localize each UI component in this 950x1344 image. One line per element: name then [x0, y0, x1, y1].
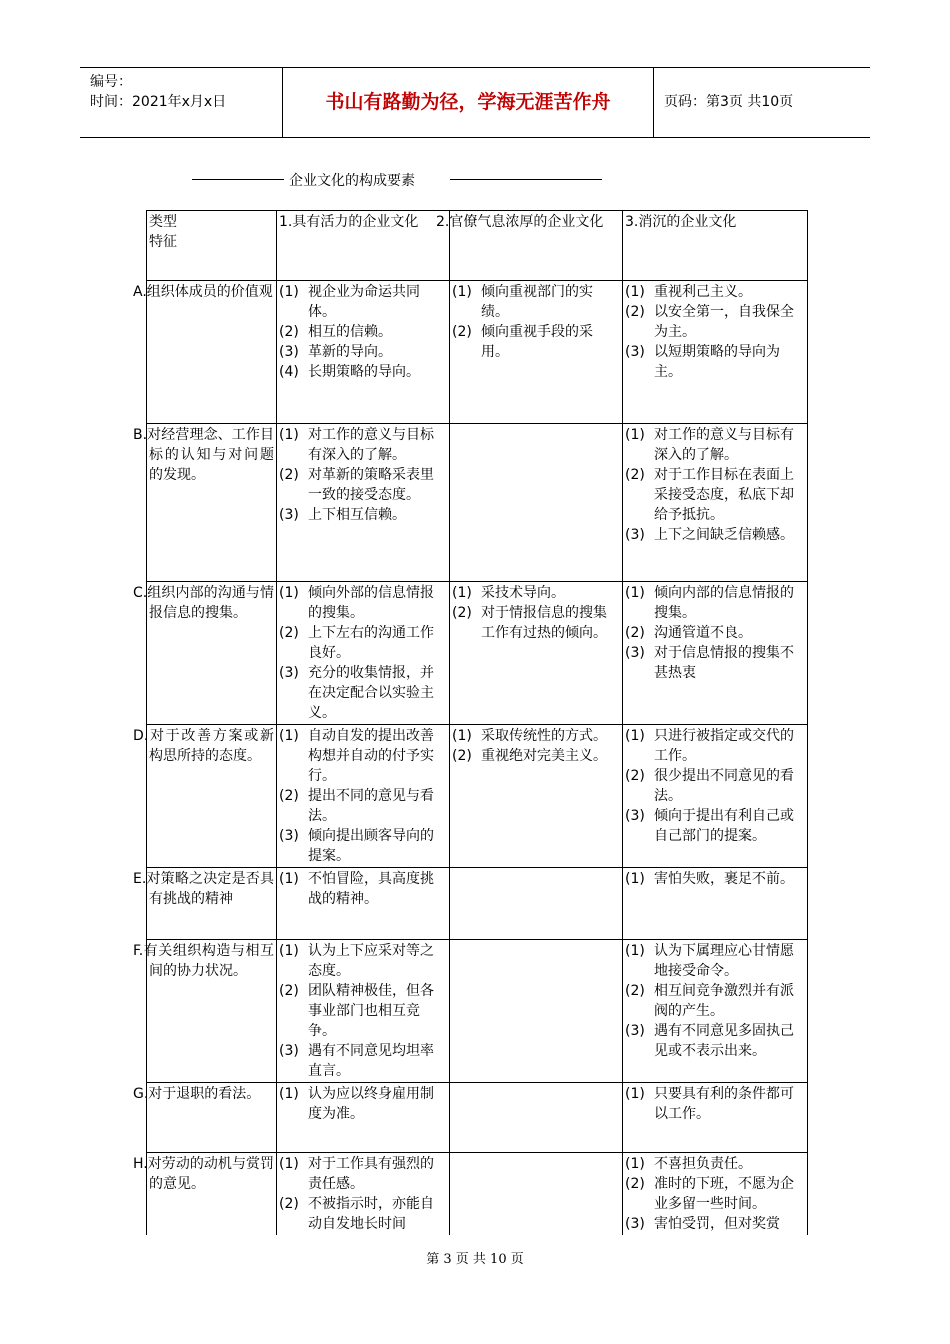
list-item	[279, 623, 447, 663]
list-item-number: (2)	[279, 625, 299, 641]
active-culture-cell	[277, 868, 450, 940]
list-item-number: (2)	[625, 1176, 645, 1192]
corner-type-label: 类型	[149, 214, 177, 230]
bureaucratic-culture-cell	[450, 725, 623, 868]
list-item-number: (2)	[452, 324, 472, 340]
list-item-text: 革新的导向。	[308, 344, 392, 360]
list-item	[625, 981, 805, 1021]
table-row	[147, 582, 808, 725]
list-item-text: 上下左右的沟通工作良好。	[308, 625, 434, 661]
list-item	[279, 826, 447, 866]
list-item	[452, 746, 620, 766]
list-item	[625, 806, 805, 846]
list-item	[452, 583, 620, 603]
column-header-depressed: 3.消沉的企业文化	[623, 211, 808, 281]
list-item-number: (1)	[625, 871, 645, 887]
bureaucratic-culture-cell	[450, 281, 623, 424]
list-item-text: 对于工作目标在表面上采接受态度，私底下却给予抵抗。	[654, 467, 794, 523]
list-item-number: (1)	[279, 871, 299, 887]
list-item	[452, 726, 620, 746]
list-item-text: 倾向重视部门的实绩。	[481, 284, 593, 320]
corner-header-cell	[147, 211, 277, 281]
feature-cell: C.组织内部的沟通与情报信息的搜集。	[147, 582, 277, 725]
list-item-number: (1)	[279, 1086, 299, 1102]
list-item	[625, 766, 805, 806]
document-title-block	[192, 170, 602, 194]
list-item-text: 倾向于提出有利自己或自己部门的提案。	[654, 808, 794, 844]
list-item	[279, 282, 447, 322]
list-item-number: (1)	[625, 284, 645, 300]
list-item-number: (3)	[625, 344, 645, 360]
feature-cell: H.对劳动的动机与赏罚的意见。	[147, 1153, 277, 1236]
list-item-text: 提出不同的意见与看法。	[308, 788, 434, 824]
list-item-text: 上下相互信赖。	[308, 507, 406, 523]
bureaucratic-culture-cell	[450, 424, 623, 582]
column-header-active: 1.具有活力的企业文化	[277, 211, 450, 281]
list-item-number: (3)	[625, 808, 645, 824]
culture-elements-table	[133, 210, 808, 1235]
list-item	[625, 1214, 805, 1234]
depressed-culture-cell	[623, 940, 808, 1083]
header-page-label: 页码：第3页 共10页	[664, 94, 794, 110]
list-item-number: (1)	[625, 427, 645, 443]
table-row	[147, 725, 808, 868]
document-title: 企业文化的构成要素	[289, 173, 415, 189]
list-item	[279, 362, 447, 382]
list-item-text: 只进行被指定或交代的工作。	[654, 728, 794, 764]
list-item-number: (3)	[279, 828, 299, 844]
list-item-text: 害怕失败，裹足不前。	[654, 871, 794, 887]
list-item	[279, 465, 447, 505]
list-item-number: (2)	[279, 983, 299, 999]
depressed-culture-cell	[623, 424, 808, 582]
list-item-number: (3)	[625, 1216, 645, 1232]
list-item-text: 遇有不同意见多固执己见或不表示出来。	[654, 1023, 794, 1059]
header-motto: 书山有路勤为径，学海无涯苦作舟	[283, 68, 654, 137]
list-item-number: (4)	[279, 364, 299, 380]
corner-feature-label: 特征	[149, 234, 177, 250]
feature-cell: G.对于退职的看法。	[147, 1083, 277, 1153]
list-item-text: 不怕冒险，具高度挑战的精神。	[308, 871, 434, 907]
list-item	[279, 505, 447, 525]
page-footer: 第 3 页 共 10 页	[426, 1252, 524, 1267]
list-item-number: (1)	[452, 585, 472, 601]
list-item-number: (3)	[279, 1043, 299, 1059]
list-item-text: 相互的信赖。	[308, 324, 392, 340]
list-item	[625, 465, 805, 525]
list-item-number: (1)	[625, 585, 645, 601]
active-culture-cell	[277, 940, 450, 1083]
list-item	[625, 1021, 805, 1061]
list-item-number: (2)	[625, 983, 645, 999]
list-item	[625, 643, 805, 683]
active-culture-cell	[277, 582, 450, 725]
list-item	[279, 786, 447, 826]
list-item-number: (2)	[625, 467, 645, 483]
list-item	[279, 726, 447, 786]
bureaucratic-culture-cell	[450, 868, 623, 940]
list-item-text: 上下之间缺乏信赖感。	[654, 527, 794, 543]
page-header	[80, 67, 870, 138]
bureaucratic-culture-cell	[450, 940, 623, 1083]
list-item	[279, 425, 447, 465]
list-item-text: 自动自发的提出改善构想并自动的付予实行。	[308, 728, 434, 784]
list-item-number: (2)	[279, 324, 299, 340]
list-item	[625, 342, 805, 382]
feature-cell: B.对经营理念、工作目标的认知与对问题的发现。	[147, 424, 277, 582]
list-item-text: 对于工作具有强烈的责任感。	[308, 1156, 434, 1192]
depressed-culture-cell	[623, 725, 808, 868]
feature-cell: E.对策略之决定是否具有挑战的精神	[147, 868, 277, 940]
list-item-text: 重视利己主义。	[654, 284, 752, 300]
list-item-text: 认为上下应采对等之态度。	[308, 943, 434, 979]
list-item-text: 认为应以终身雇用制度为准。	[308, 1086, 434, 1122]
list-item	[625, 525, 805, 545]
list-item-number: (1)	[279, 284, 299, 300]
active-culture-cell	[277, 725, 450, 868]
list-item-number: (2)	[279, 1196, 299, 1212]
list-item	[625, 425, 805, 465]
list-item	[625, 726, 805, 766]
list-item-number: (3)	[625, 645, 645, 661]
list-item-text: 以安全第一，自我保全为主。	[654, 304, 794, 340]
list-item-number: (1)	[279, 427, 299, 443]
list-item	[452, 603, 620, 643]
list-item	[279, 1194, 447, 1234]
list-item-text: 充分的收集情报，并在决定配合以实验主义。	[308, 665, 434, 721]
depressed-culture-cell	[623, 1153, 808, 1236]
bureaucratic-culture-cell	[450, 582, 623, 725]
list-item	[452, 322, 620, 362]
feature-cell: F.有关组织构造与相互间的协力状况。	[147, 940, 277, 1083]
feature-cell: D.对于改善方案或新构思所持的态度。	[147, 725, 277, 868]
column-header-bureaucratic: 2.官僚气息浓厚的企业文化	[450, 211, 623, 281]
list-item-number: (3)	[625, 527, 645, 543]
active-culture-cell	[277, 281, 450, 424]
list-item-number: (3)	[279, 344, 299, 360]
list-item-text: 相互间竞争激烈并有派阀的产生。	[654, 983, 794, 1019]
list-item	[279, 342, 447, 362]
list-item-text: 认为下属理应心甘情愿地接受命令。	[654, 943, 794, 979]
list-item-text: 只要具有利的条件都可以工作。	[654, 1086, 794, 1122]
list-item-text: 视企业为命运共同体。	[308, 284, 420, 320]
bureaucratic-culture-cell	[450, 1083, 623, 1153]
depressed-culture-cell	[623, 281, 808, 424]
list-item-text: 重视绝对完美主义。	[481, 748, 607, 764]
list-item-number: (1)	[625, 1086, 645, 1102]
list-item-text: 对于情报信息的搜集工作有过热的倾向。	[481, 605, 607, 641]
list-item	[625, 583, 805, 623]
list-item-number: (3)	[625, 1023, 645, 1039]
active-culture-cell	[277, 1083, 450, 1153]
list-item	[452, 282, 620, 322]
list-item-text: 团队精神极佳，但各事业部门也相互竞争。	[308, 983, 434, 1039]
list-item	[625, 282, 805, 302]
list-item-number: (1)	[625, 943, 645, 959]
list-item-number: (2)	[452, 605, 472, 621]
list-item-text: 采取传统性的方式。	[481, 728, 607, 744]
list-item	[279, 941, 447, 981]
list-item	[625, 941, 805, 981]
list-item-text: 沟通管道不良。	[654, 625, 752, 641]
depressed-culture-cell	[623, 582, 808, 725]
list-item	[279, 583, 447, 623]
list-item-text: 准时的下班，不愿为企业多留一些时间。	[654, 1176, 794, 1212]
title-left-rule	[192, 179, 284, 180]
list-item-text: 采技术导向。	[481, 585, 565, 601]
table-header-row	[147, 211, 808, 281]
list-item-text: 倾向提出顾客导向的提案。	[308, 828, 434, 864]
document-number-label: 编号：	[90, 74, 132, 90]
list-item-number: (1)	[279, 943, 299, 959]
list-item	[279, 322, 447, 342]
table-row	[147, 281, 808, 424]
list-item	[625, 1154, 805, 1174]
list-item	[279, 1084, 447, 1124]
list-item-text: 长期策略的导向。	[308, 364, 420, 380]
table-row	[147, 1083, 808, 1153]
list-item-text: 倾向外部的信息情报的搜集。	[308, 585, 434, 621]
feature-cell: A.组织体成员的价值观	[147, 281, 277, 424]
active-culture-cell	[277, 424, 450, 582]
list-item-text: 对工作的意义与目标有深入的了解。	[308, 427, 434, 463]
list-item	[279, 663, 447, 723]
list-item-number: (1)	[452, 728, 472, 744]
list-item-number: (2)	[625, 625, 645, 641]
list-item	[625, 623, 805, 643]
bureaucratic-culture-cell	[450, 1153, 623, 1236]
depressed-culture-cell	[623, 1083, 808, 1153]
list-item-text: 对革新的策略采表里一致的接受态度。	[308, 467, 434, 503]
list-item	[625, 1174, 805, 1214]
list-item-text: 很少提出不同意见的看法。	[654, 768, 794, 804]
list-item	[279, 981, 447, 1041]
list-item	[279, 869, 447, 909]
table-row	[147, 424, 808, 582]
list-item-text: 害怕受罚，但对奖赏	[654, 1216, 780, 1232]
list-item-text: 不喜担负责任。	[654, 1156, 752, 1172]
list-item-number: (2)	[279, 788, 299, 804]
list-item-number: (3)	[279, 665, 299, 681]
list-item-number: (3)	[279, 507, 299, 523]
list-item-text: 以短期策略的导向为主。	[654, 344, 780, 380]
title-right-rule	[450, 179, 602, 180]
list-item-text: 遇有不同意见均坦率直言。	[308, 1043, 434, 1079]
active-culture-cell	[277, 1153, 450, 1236]
table-row	[147, 940, 808, 1083]
list-item-number: (1)	[625, 728, 645, 744]
list-item-number: (2)	[452, 748, 472, 764]
list-item	[625, 302, 805, 342]
list-item-text: 对于信息情报的搜集不甚热衷	[654, 645, 794, 681]
list-item	[279, 1041, 447, 1081]
document-time-label: 时间：2021年x月x日	[90, 94, 227, 110]
list-item-number: (1)	[452, 284, 472, 300]
table-row	[147, 868, 808, 940]
list-item-number: (2)	[625, 304, 645, 320]
list-item	[625, 869, 805, 889]
list-item-text: 倾向重视手段的采用。	[481, 324, 593, 360]
list-item-number: (2)	[279, 467, 299, 483]
list-item-text: 倾向内部的信息情报的搜集。	[654, 585, 794, 621]
list-item	[625, 1084, 805, 1124]
list-item-number: (1)	[279, 728, 299, 744]
list-item-text: 不被指示时，亦能自动自发地长时间	[308, 1196, 434, 1232]
depressed-culture-cell	[623, 868, 808, 940]
list-item	[279, 1154, 447, 1194]
list-item-number: (1)	[625, 1156, 645, 1172]
list-item-number: (1)	[279, 585, 299, 601]
list-item-text: 对工作的意义与目标有深入的了解。	[654, 427, 794, 463]
list-item-number: (2)	[625, 768, 645, 784]
header-left-cell	[80, 68, 283, 137]
table-row	[147, 1153, 808, 1236]
list-item-number: (1)	[279, 1156, 299, 1172]
